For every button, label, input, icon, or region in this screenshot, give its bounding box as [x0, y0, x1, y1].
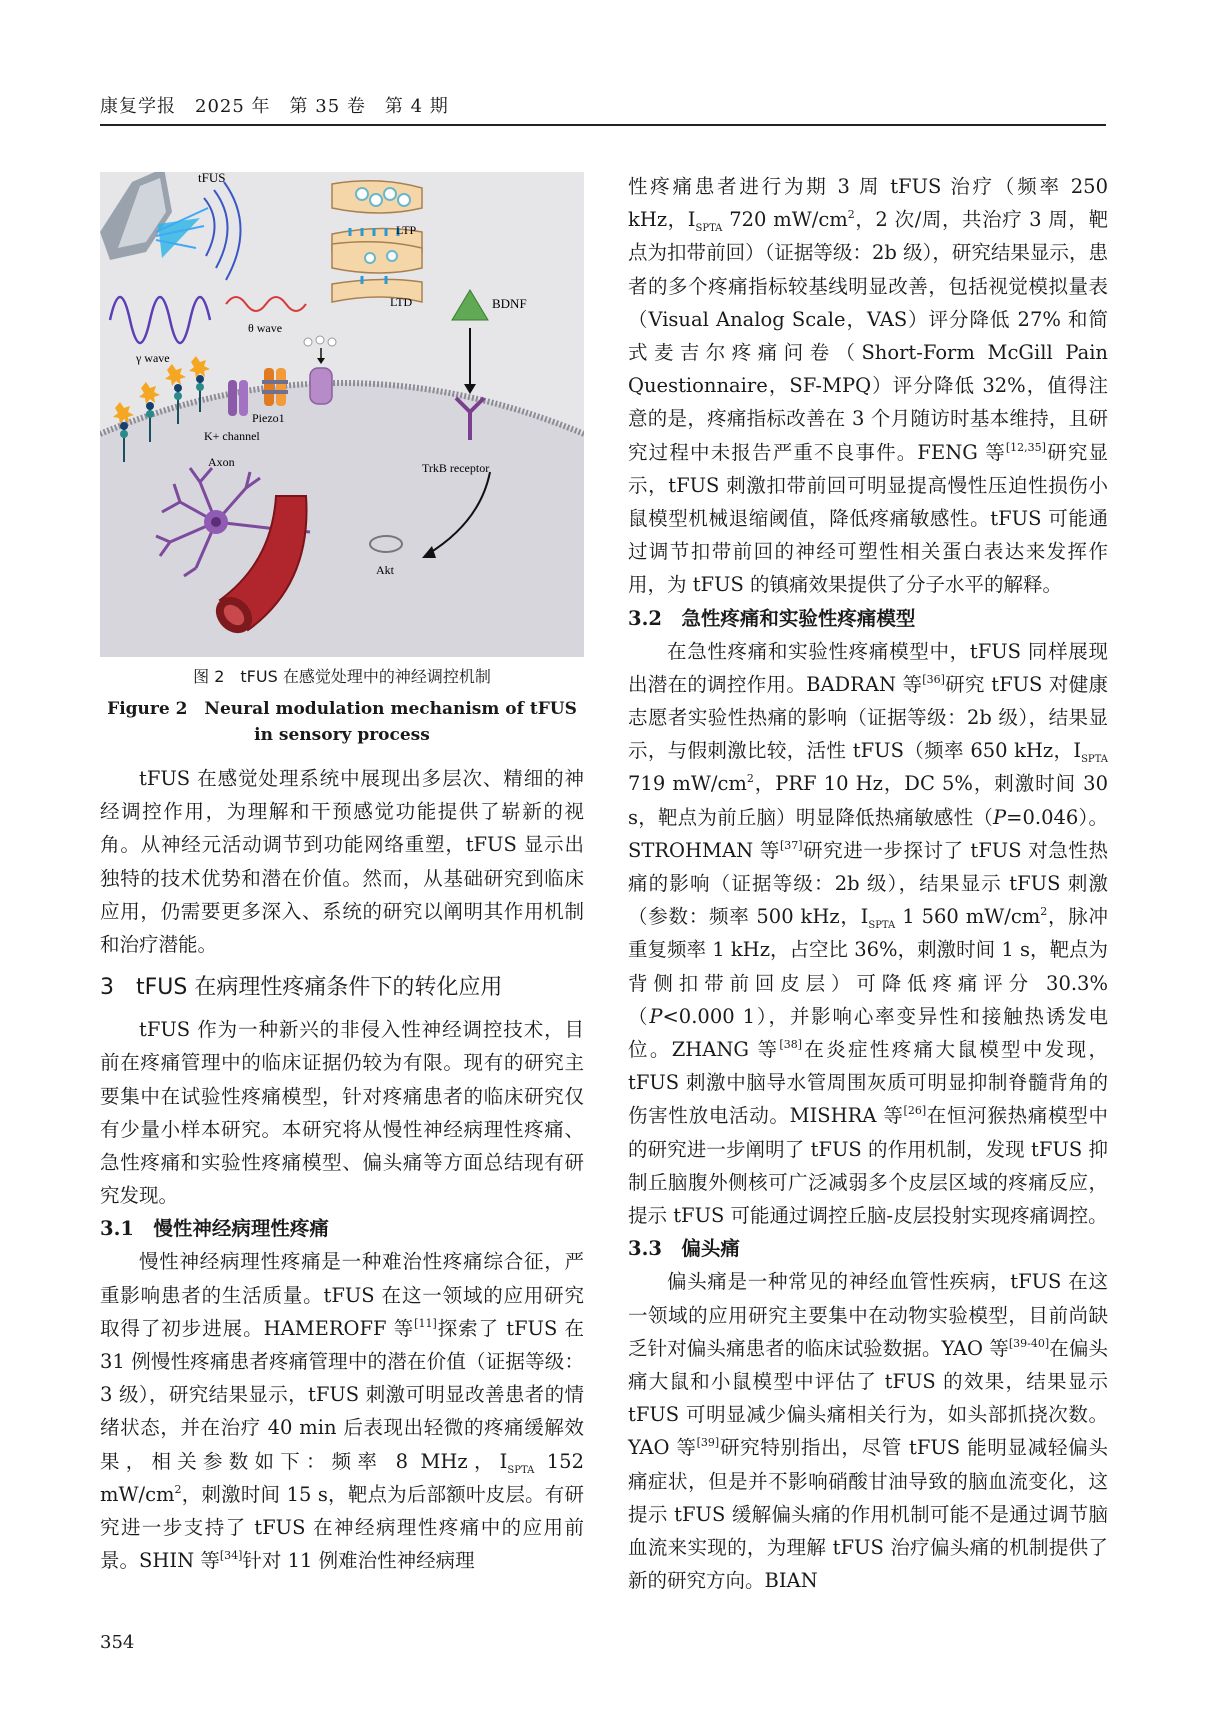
text-run: 在炎症性疼痛大鼠模型中发现，tFUS 刺激中脑导水管周围灰质可明显抑制脊髓背角的伤害性放电活动。MISHRA 等: [628, 1038, 1108, 1128]
paragraph: [628, 635, 1108, 1233]
ultrasound-waves-icon: [204, 182, 241, 280]
journal-header: 康复学报 2025 年 第 35 卷 第 4 期: [100, 96, 449, 117]
paragraph: [100, 1245, 584, 1577]
figure-caption-en: Figure 2 Neural modulation mechanism of tFUS: [107, 699, 577, 719]
paragraph: [628, 170, 1108, 602]
transducer-icon: [100, 172, 208, 260]
label-tfus: tFUS: [198, 172, 226, 185]
text-run: 偏头痛是一种常见的神经血管性疾病，tFUS 在这一领域的应用研究主要集中在动物实验模型，目前尚缺乏针对偏头痛患者的临床试验数据。YAO 等: [628, 1270, 1108, 1360]
text-run: 性疼痛患者进行为期 3 周 tFUS 治疗（频率 250 kHz，I: [628, 175, 1108, 232]
citation-ref[interactable]: [39]: [696, 1436, 720, 1450]
text-run: 在急性疼痛和实验性疼痛模型中，tFUS 同样展现出潜在的调控作用。BADRAN 等: [628, 639, 1108, 696]
text-run: ，脉冲重复频率 1 kHz，占空比 36%，刺激时间 1 s，靶点为背侧扣带前回皮层）可降低疼痛评分 30.3%（: [628, 905, 1108, 1028]
text-run: 在恒河猴热痛模型中的研究进一步阐明了 tFUS 的作用机制，发现 tFUS 抑制丘脑腹外侧核可广泛减弱多个皮层区域的疼痛反应，提示 tFUS 可能通过调控丘脑-皮层投射实现疼痛调控。: [628, 1104, 1108, 1228]
left-column: [100, 762, 584, 1577]
figure-2-illustration: [100, 172, 584, 657]
subscript: SPTA: [695, 223, 723, 235]
label-akt: Akt: [376, 563, 394, 577]
citation-ref[interactable]: [39-40]: [1008, 1336, 1050, 1350]
text-run: ，2 次/周，共治疗 3 周，靶点为扣带前回）（证据等级：2b 级），研究结果显示，患者的多个疼痛指标较基线明显改善，包括视觉模拟量表（Visual Analog Scale，VAS）评分降低 27% 和简式麦吉尔疼痛问卷（Short-Form McGill Pain Questionnaire，SF-MPQ）评分降低 32%，值得注意的是，疼痛指标改善在 3 个月随访时基本维持，且研究过程中未报告严重不良事件。FENG 等: [628, 208, 1108, 464]
citation-ref[interactable]: [11]: [414, 1316, 437, 1330]
figure-caption-cn: 图 2 tFUS 在感觉处理中的神经调控机制: [193, 667, 491, 686]
arrowhead-icon: [464, 384, 476, 394]
text-run: 探索了 tFUS 在 31 例慢性疼痛患者疼痛管理中的潜在价值（证据等级：3 级），研究结果显示，tFUS 刺激可明显改善患者的情绪状态，并在治疗 40 min 后表现出轻微的疼痛缓解效果，相关参数如下：频率 8 MHz，I: [100, 1316, 584, 1473]
bdnf-triangle-icon: [452, 290, 488, 320]
text-run: 1 560 mW/cm: [895, 905, 1041, 929]
figure-caption-en-2: in sensory process: [254, 725, 430, 745]
paragraph: tFUS 作为一种新兴的非侵入性神经调控技术，目前在疼痛管理中的临床证据仍较为有限。现有的研究主要集中在试验性疼痛模型，针对疼痛患者的临床研究仅有少量小样本研究。本研究将从慢性神经病理性疼痛、急性疼痛和实验性疼痛模型、偏头痛等方面总结现有研究发现。: [100, 1018, 584, 1208]
label-bdnf: BDNF: [492, 296, 527, 311]
page-number: 354: [100, 1632, 135, 1653]
superscript: 2: [746, 772, 754, 786]
subsection-heading-3-2: 3.2 急性疼痛和实验性疼痛模型: [628, 606, 916, 630]
text-run: 慢性神经病理性疼痛是一种难治性疼痛综合征，严重影响患者的生活质量。tFUS 在这一领域的应用研究取得了初步进展。HAMEROFF 等: [100, 1250, 584, 1340]
synapse-ltd-icon: [332, 242, 422, 302]
label-k-channel: K+ channel: [204, 429, 260, 443]
text-run: 719 mW/cm: [628, 772, 747, 796]
label-ltp: LTP: [396, 223, 417, 237]
subscript: SPTA: [1081, 754, 1108, 766]
text-run: ，刺激时间 15 s，靶点为后部额叶皮层。有研究进一步支持了 tFUS 在神经病理性疼痛中的应用前景。SHIN 等: [100, 1482, 584, 1573]
text-run: 在偏头痛大鼠和小鼠模型中评估了 tFUS 的效果，结果显示 tFUS 可明显减少偏头痛相关行为，如头部抓挠次数。YAO 等: [628, 1336, 1108, 1460]
text-run: <0.000 1），并影响心率变异性和接触热诱发电位。ZHANG 等: [628, 1004, 1108, 1062]
paragraph: [628, 1265, 1108, 1597]
label-gamma-wave: γ wave: [136, 351, 170, 365]
citation-ref[interactable]: [34]: [219, 1549, 243, 1563]
theta-wave-icon: [226, 297, 306, 311]
text-run: 研究特别指出，尽管 tFUS 能明显减轻偏头痛症状，但是并不影响硝酸甘油导致的脑血流变化，这提示 tFUS 缓解偏头痛的作用机制可能不是通过调节脑血流来实现的，为理解 tFUS 治疗偏头痛的机制提供了新的研究方向。BIAN: [628, 1436, 1108, 1593]
subsection-heading-3-3: 3.3 偏头痛: [628, 1237, 740, 1261]
label-trkb: TrkB receptor: [422, 461, 490, 475]
citation-ref[interactable]: [37]: [779, 838, 803, 852]
text-run: ，PRF 10 Hz，DC 5%，刺激时间 30 s，靶点为前丘脑）明显降低热痛敏感性（: [628, 772, 1108, 829]
header-rule: [100, 124, 1106, 126]
superscript: 2: [174, 1482, 182, 1496]
text-run: 研究进一步探讨了 tFUS 对急性热痛的影响（证据等级：2b 级），结果显示 tFUS 刺激（参数：频率 500 kHz，I: [628, 838, 1108, 929]
italic-p: P: [993, 805, 1007, 829]
text-run: 研究 tFUS 对健康志愿者实验性热痛的影响（证据等级：2b 级），结果显示，与假刺激比较，活性 tFUS（频率 650 kHz，I: [628, 672, 1108, 763]
neuron-nucleus: [211, 517, 221, 527]
figure-2: [100, 172, 584, 657]
text-run: 720 mW/cm: [722, 208, 848, 232]
label-ltd: LTD: [390, 295, 413, 309]
italic-p: P: [649, 1004, 663, 1028]
text-run: =0.046）。STROHMAN 等: [628, 805, 1108, 862]
citation-ref[interactable]: [36]: [922, 672, 945, 686]
text-run: 针对 11 例难治性神经病理: [242, 1549, 475, 1573]
text-run: 研究显示，tFUS 刺激扣带前回可明显提高慢性压迫性损伤小鼠模型机械退缩阈值，降低疼痛敏感性。tFUS 可能通过调节扣带前回的神经可塑性相关蛋白表达来发挥作用，为 tFUS 的镇痛效果提供了分子水平的解释。: [628, 440, 1108, 597]
gamma-wave-icon: [110, 297, 210, 343]
superscript: 2: [847, 208, 855, 222]
paragraph: tFUS 在感觉处理系统中展现出多层次、精细的神经调控作用，为理解和干预感觉功能提供了崭新的视角。从神经元活动调节到功能网络重塑，tFUS 显示出独特的技术优势和潜在价值。然而，从基础研究到临床应用，仍需要更多深入、系统的研究以阐明其作用机制和治疗潜能。: [100, 767, 584, 957]
cell-body: [100, 383, 584, 657]
subscript: SPTA: [868, 920, 896, 932]
label-axon: Axon: [208, 455, 235, 469]
text-run: 152 mW/cm: [100, 1449, 584, 1506]
citation-ref[interactable]: [38]: [779, 1038, 802, 1052]
section-heading-3: 3 tFUS 在病理性疼痛条件下的转化应用: [100, 975, 503, 1001]
right-column: [628, 170, 1108, 1597]
subscript: SPTA: [507, 1464, 535, 1476]
subsection-heading-3-1: 3.1 慢性神经病理性疼痛: [100, 1217, 329, 1241]
label-theta-wave: θ wave: [248, 321, 283, 335]
label-piezo1: Piezo1: [252, 411, 285, 425]
superscript: 2: [1040, 905, 1048, 919]
citation-ref[interactable]: [26]: [903, 1104, 927, 1118]
citation-ref[interactable]: [12,35]: [1005, 440, 1046, 454]
